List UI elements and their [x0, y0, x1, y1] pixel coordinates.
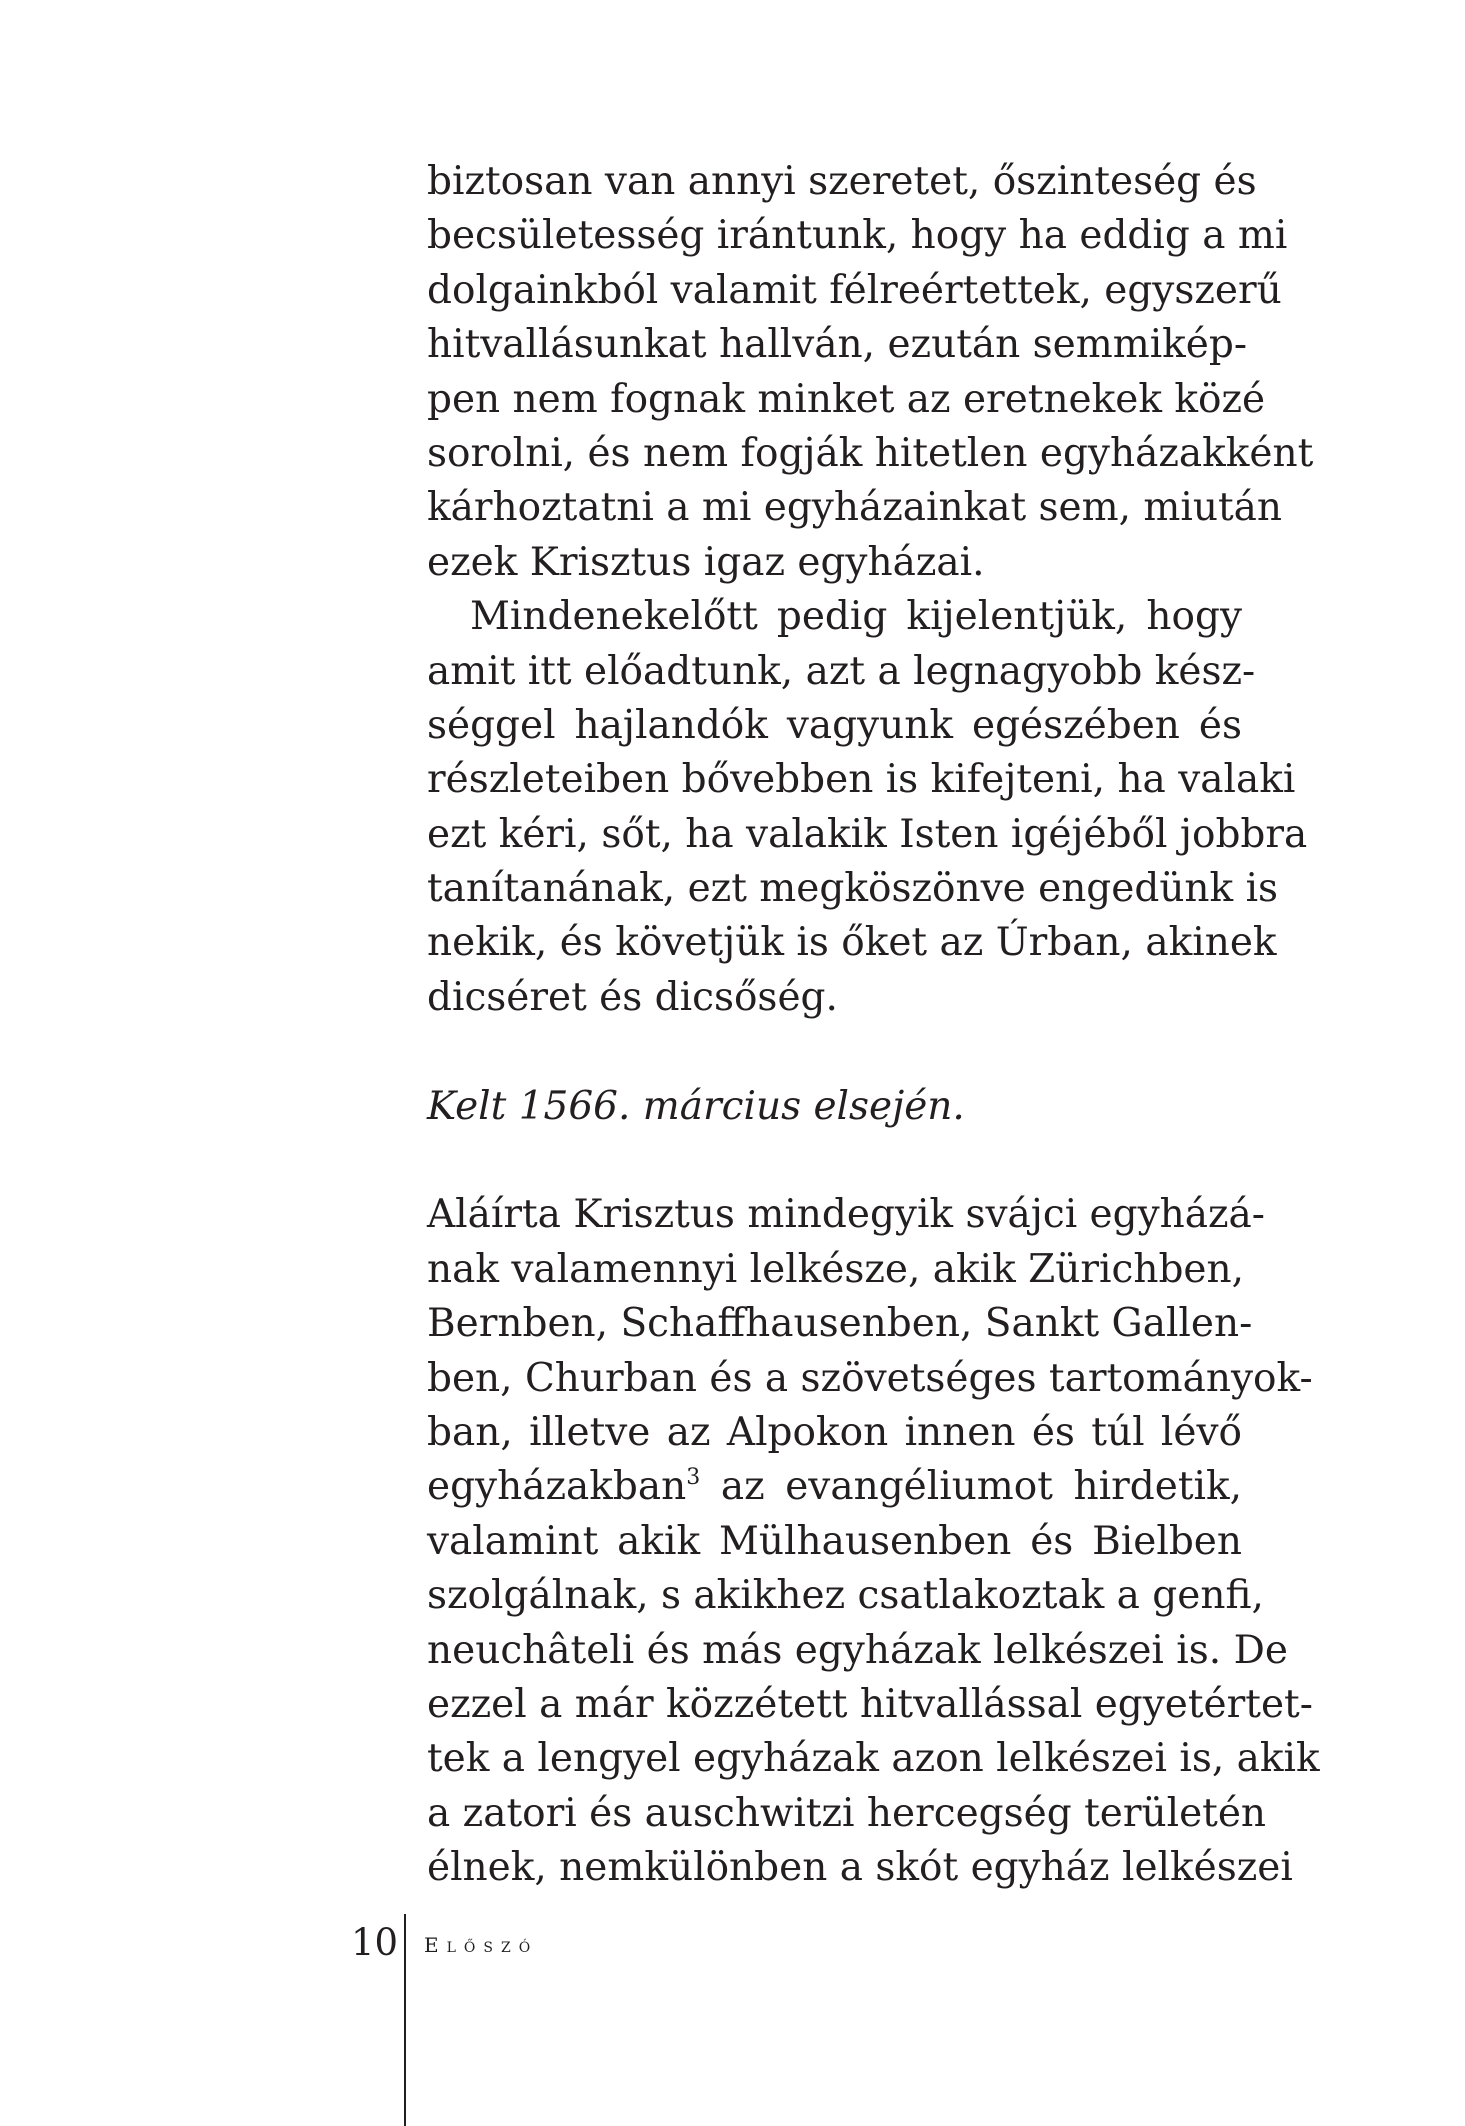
text-line: ban, illetve az Alpokon innen és túl lévő [427, 1409, 1242, 1455]
text-line-with-footnote [427, 1460, 1242, 1514]
text-line: becsületesség irántunk, hogy ha eddig a mi [427, 213, 1288, 259]
section-title: Előszó [424, 1933, 539, 1957]
text-segment: az evangéliumot hirdetik, [700, 1464, 1242, 1510]
text-line: hitvallásunkat hallván, ezután semmikép- [427, 322, 1248, 368]
text-line: ben, Churban és a szövetséges tartományok- [427, 1355, 1313, 1401]
text-line: valamint akik Mülhausenben és Bielben [427, 1518, 1242, 1564]
text-line: Bernben, Schaffhausenben, Sankt Gallen- [427, 1301, 1253, 1347]
text-line: sorolni, és nem fogják hitetlen egyházakként [427, 430, 1314, 476]
body-text [427, 155, 1320, 1896]
text-line: dicséret és dicsőség. [427, 974, 838, 1020]
text-line: ezt kéri, sőt, ha valakik Isten igéjéből jobbra [427, 811, 1308, 857]
footnote-reference[interactable]: 3 [686, 1465, 701, 1491]
text-line: biztosan van annyi szeretet, őszinteség és [427, 159, 1257, 204]
text-line: pen nem fognak minket az eretnekek közé [427, 376, 1266, 422]
text-line: séggel hajlandók vagyunk egészében és [427, 702, 1242, 748]
page-number: 10 [351, 1921, 399, 1964]
text-segment: egyházakban [427, 1464, 687, 1510]
text-line: ezek Krisztus igaz egyházai. [427, 539, 985, 585]
dateline: Kelt 1566. március elsején. [427, 1083, 965, 1129]
text-line: ezzel a már közzétett hitvallással egyetértet- [427, 1681, 1313, 1727]
text-line: kárhoztatni a mi egyházainkat sem, miután [427, 485, 1283, 531]
running-head [424, 1932, 538, 1958]
text-line: szolgálnak, s akikhez csatlakoztak a genfi, [427, 1573, 1264, 1619]
paragraph-1 [427, 155, 1314, 590]
text-line: neuchâteli és más egyházak lelkészei is. De [427, 1627, 1288, 1673]
text-line: dolgainkból valamit félreértettek, egyszerű [427, 267, 1282, 313]
text-line: tanítanának, ezt megköszönve engedünk is [427, 866, 1279, 912]
paragraph-2 [427, 590, 1308, 1025]
paragraph-3 [427, 1188, 1320, 1895]
text-line: Aláírta Krisztus mindegyik svájci egyházá- [427, 1192, 1265, 1238]
text-line: Mindenekelőtt pedig kijelentjük, hogy [470, 594, 1242, 640]
text-line: részleteiben bővebben is kifejteni, ha valaki [427, 757, 1296, 803]
footer-divider [404, 1914, 406, 2126]
text-line: tek a lengyel egyházak azon lelkészei is, akik [427, 1736, 1320, 1782]
text-line: a zatori és auschwitzi hercegség területén [427, 1790, 1267, 1836]
text-line: nekik, és követjük is őket az Úrban, akinek [427, 920, 1277, 966]
text-line: nak valamennyi lelkésze, akik Zürichben, [427, 1246, 1245, 1292]
text-line: amit itt előadtunk, azt a legnagyobb kész- [427, 648, 1256, 694]
text-line: élnek, nemkülönben a skót egyház lelkészei [427, 1845, 1293, 1891]
